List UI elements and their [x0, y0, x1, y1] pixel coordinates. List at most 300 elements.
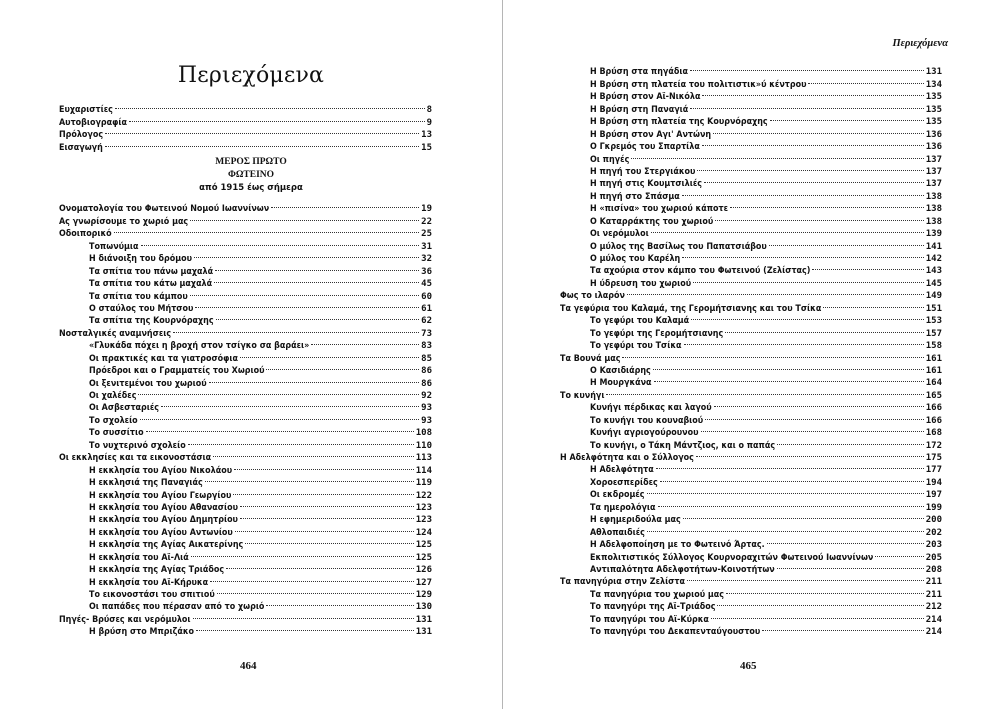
toc-entry-page: 153 — [925, 316, 942, 327]
toc-entry-title: Οι πρακτικές και τα γιατροσόφια — [89, 353, 238, 364]
toc-entry-page: 113 — [415, 453, 432, 464]
toc-entry-title: Το κυνήγι του κουναβιού — [590, 415, 704, 426]
dot-leader — [114, 224, 419, 236]
toc-entry-page: 60 — [421, 291, 432, 302]
dot-leader — [683, 510, 924, 522]
toc-entry[interactable] — [59, 535, 432, 551]
dot-leader — [271, 199, 419, 211]
toc-entry[interactable] — [59, 261, 432, 277]
dot-leader — [647, 485, 924, 497]
dot-leader — [684, 336, 924, 348]
toc-entry[interactable] — [59, 560, 432, 576]
part-heading: ΜΕΡΟΣ ΠΡΩΤΟ — [215, 157, 287, 167]
dot-leader — [777, 435, 924, 447]
dot-leader — [234, 460, 414, 472]
dot-leader — [209, 373, 420, 385]
toc-entry-title: Οι εκκλησίες και τα εικονοστάσια — [59, 453, 212, 464]
toc-entry-page: 110 — [415, 440, 432, 451]
toc-entry[interactable] — [560, 112, 942, 128]
toc-entry-title: Ας γνωρίσουμε το χωριό μας — [59, 216, 189, 227]
toc-entry[interactable] — [560, 597, 942, 613]
page-number: 464 — [240, 660, 257, 672]
toc-entry-title: Η ύδρευση του χωριού — [590, 278, 692, 289]
toc-entry-title: Κυνήγι αγριογούρουνου — [590, 428, 699, 439]
toc-entry-title: Το γεφύρι της Γερομήτσιανης — [590, 328, 724, 339]
toc-entry-title: Η Αδελφότητα και ο Σύλλογος — [560, 453, 694, 463]
toc-entry[interactable] — [59, 336, 432, 352]
toc-entry[interactable] — [560, 510, 942, 526]
toc-entry[interactable] — [59, 236, 432, 252]
toc-entry[interactable] — [59, 323, 432, 339]
toc-entry-title: Η Αδελφοποίηση με το Φωτεινό Άρτας. — [590, 540, 765, 551]
dot-leader — [129, 112, 425, 124]
toc-entry-title: Οι χαλέδες — [89, 391, 137, 401]
toc-entry-title: Ο μύλος του Καρέλη — [590, 254, 681, 264]
page-number: 465 — [740, 660, 757, 672]
toc-entry[interactable] — [560, 560, 942, 575]
toc-entry-title: Η πηγή του Στεργιάκου — [590, 166, 696, 177]
dot-leader — [226, 560, 414, 572]
toc-entry-title: Η πηγή στο Σπάσμα — [590, 191, 680, 202]
toc-entry[interactable] — [59, 448, 432, 464]
toc-entry-page: 129 — [415, 590, 432, 600]
toc-entry[interactable] — [560, 224, 942, 240]
toc-entry[interactable] — [59, 348, 432, 364]
toc-entry-title: Οι ξενιτεμένοι του χωριού — [89, 378, 207, 389]
toc-entry-page: 151 — [925, 303, 942, 314]
toc-entry-page: 211 — [925, 577, 942, 588]
toc-entry[interactable] — [560, 460, 942, 476]
toc-entry[interactable] — [560, 448, 942, 463]
toc-entry-title: Η εφημεριδούλα μας — [590, 515, 681, 526]
toc-entry-page: 139 — [925, 229, 942, 240]
dot-leader — [141, 236, 420, 248]
toc-entry-title: Η εκκλησία του Αγίου Αθανασίου — [89, 502, 239, 513]
toc-entry-title: Χοροεσπερίδες — [590, 477, 658, 488]
toc-entry-title: Ο σταύλος του Μήτσου — [89, 303, 194, 314]
dot-leader — [762, 622, 923, 634]
toc-entry-title: Αθλοπαιδιές — [590, 527, 645, 538]
toc-entry-page: 127 — [415, 577, 432, 588]
toc-entry-page: 131 — [415, 614, 432, 625]
toc-entry[interactable] — [59, 311, 432, 327]
toc-entry-title: Η εκκλησία του Αγίου Δημητρίου — [89, 515, 238, 526]
toc-entry-page: 175 — [925, 453, 942, 463]
toc-entry-title: Η Μουργκάνα — [590, 378, 652, 389]
toc-entry[interactable] — [59, 386, 432, 401]
toc-entry-title: Η Αδελφότητα — [590, 465, 654, 476]
toc-entry-page: 136 — [925, 129, 942, 140]
toc-entry[interactable] — [560, 622, 942, 638]
toc-entry[interactable] — [560, 497, 942, 513]
toc-entry-title: Το σχολείο — [89, 415, 138, 426]
toc-entry[interactable] — [560, 174, 942, 190]
toc-entry-page: 158 — [925, 341, 942, 352]
toc-entry-page: 135 — [925, 104, 942, 115]
toc-entry-title: Πρόλογος — [59, 130, 104, 141]
toc-entry[interactable] — [560, 348, 942, 364]
toc-list-left — [59, 199, 432, 638]
toc-entry[interactable] — [560, 410, 942, 426]
toc-entry-page: 214 — [925, 627, 942, 638]
toc-entry[interactable] — [560, 124, 942, 140]
toc-entry-title: Κυνήγι πέρδικας και λαγού — [590, 403, 712, 414]
toc-entry-title: Τα Βουνά μας — [560, 353, 621, 364]
dot-leader — [240, 498, 414, 510]
toc-entry[interactable] — [560, 535, 942, 551]
dot-leader — [213, 448, 414, 460]
toc-entry-page: 161 — [925, 365, 942, 376]
toc-entry-page: 123 — [415, 502, 432, 513]
toc-entry-title: Τα ημερολόγια — [590, 502, 656, 513]
dot-leader — [217, 585, 414, 597]
dot-leader — [691, 311, 924, 323]
dot-leader — [622, 348, 923, 360]
running-head: Περιεχόμενα — [892, 38, 948, 49]
toc-entry[interactable] — [59, 286, 432, 302]
dot-leader — [656, 460, 924, 472]
toc-entry[interactable] — [560, 361, 942, 376]
toc-entry-page: 135 — [925, 117, 942, 128]
dot-leader — [193, 609, 414, 621]
toc-entry-page: 119 — [415, 478, 432, 489]
dot-leader — [138, 386, 419, 398]
toc-entry[interactable] — [560, 472, 942, 488]
toc-entry-title: Η Βρύση στα πηγάδια — [590, 67, 688, 78]
toc-entry-title: Αυτοβιογραφία — [59, 117, 127, 128]
toc-entry[interactable] — [59, 473, 432, 489]
toc-entry-title: Τα σπίτια του πάνω μαχαλά — [89, 266, 214, 277]
toc-entry-page: 136 — [925, 142, 942, 153]
dot-leader — [245, 535, 413, 547]
toc-entry-title: Η «πισίνα» του χωριού κάποτε — [590, 204, 729, 215]
toc-entry-page: 131 — [925, 67, 942, 78]
front-matter-list — [59, 100, 432, 153]
toc-entry-title: Το πανηγύρι του Δεκαπενταύγουστου — [590, 627, 761, 638]
part-subheading: ΦΩΤΕΙΝΟ — [227, 170, 275, 180]
toc-entry[interactable] — [59, 299, 432, 314]
toc-entry-page: 93 — [421, 415, 432, 426]
toc-entry[interactable] — [560, 211, 942, 227]
toc-entry[interactable] — [560, 398, 942, 414]
toc-entry-title: Ο Γκρεμός του Σπαρτίλα — [590, 142, 700, 153]
dot-leader — [725, 323, 924, 335]
toc-entry[interactable] — [59, 609, 432, 625]
toc-entry-page: 137 — [925, 179, 942, 190]
toc-entry[interactable] — [59, 572, 432, 588]
toc-entry-title: Η εκκλησία του Αγίου Αντωνίου — [89, 527, 233, 538]
toc-entry-title: Φως το ιλαρόν — [560, 291, 625, 302]
toc-entry-page: 137 — [925, 166, 942, 177]
toc-entry[interactable] — [59, 137, 432, 153]
toc-entry-title: Το πανηγύρι του Αϊ-Κύρκα — [590, 614, 709, 625]
toc-entry-title: Οι παπάδες που πέρασαν από το χωριό — [89, 602, 265, 613]
dot-leader — [697, 162, 923, 174]
toc-entry[interactable] — [59, 211, 432, 227]
toc-entry[interactable] — [59, 112, 432, 128]
toc-entry[interactable] — [560, 99, 942, 115]
dot-leader — [105, 125, 419, 137]
toc-entry-page: 166 — [925, 415, 942, 426]
toc-entry-title: Τα σπίτια του κάτω μαχαλά — [89, 279, 213, 290]
dot-leader — [627, 286, 924, 298]
toc-entry-title: Η εκκλησία του Αγίου Νικολάου — [89, 465, 233, 476]
toc-entry[interactable] — [59, 622, 432, 638]
toc-entry[interactable] — [560, 435, 942, 451]
toc-entry-page: 202 — [925, 527, 942, 538]
toc-entry-title: Η εκκλησιά της Παναγιάς — [89, 478, 203, 489]
toc-entry[interactable] — [59, 373, 432, 389]
toc-entry-title: Η πηγή στις Κουμτσιλιές — [590, 179, 703, 190]
toc-entry[interactable] — [59, 199, 432, 215]
toc-entry[interactable] — [560, 547, 942, 563]
toc-entry-page: 208 — [925, 564, 942, 575]
toc-entry-page: 114 — [415, 465, 432, 476]
toc-entry-title: Τα γεφύρια του Καλαμά, της Γερομήτσιανης και του Τσίκα — [560, 303, 822, 314]
toc-entry-title: Η Βρύση στη Παναγιά — [590, 104, 689, 115]
toc-entry-page: 161 — [925, 353, 942, 364]
dot-leader — [266, 597, 413, 609]
toc-entry[interactable] — [560, 298, 942, 314]
toc-entry[interactable] — [560, 609, 942, 625]
toc-entry-title: Το συσσίτιο — [89, 428, 144, 439]
dot-leader — [714, 398, 924, 410]
toc-entry[interactable] — [59, 460, 432, 476]
toc-entry-title: Τα πανηγύρια του χωριού μας — [590, 589, 724, 600]
toc-entry-page: 15 — [421, 142, 432, 153]
dot-leader — [115, 100, 425, 112]
toc-entry[interactable] — [560, 186, 942, 202]
toc-entry-title: Τα σπίτια του κάμπου — [89, 291, 188, 302]
toc-entry-page: 126 — [415, 565, 432, 576]
toc-entry[interactable] — [59, 100, 432, 116]
toc-entry-page: 85 — [421, 353, 432, 364]
toc-entry-title: Το εικονοστάσι του σπιτιού — [89, 590, 215, 600]
dot-leader — [606, 385, 923, 397]
toc-entry[interactable] — [560, 423, 942, 439]
toc-entry-page: 200 — [925, 515, 942, 526]
dot-leader — [214, 274, 419, 286]
toc-entry[interactable] — [59, 485, 432, 501]
toc-entry-title: Η Βρύση στη πλατεία του πολιτιστικ»ύ κέντρου — [590, 79, 807, 90]
toc-entry-title: Η εκκλησία της Αγίας Αικατερίνης — [89, 540, 244, 551]
toc-entry-title: Το κυνήγι — [560, 390, 605, 401]
toc-entry[interactable] — [59, 435, 432, 451]
toc-entry[interactable] — [59, 585, 432, 600]
toc-entry-page: 212 — [925, 602, 942, 613]
dot-leader — [191, 547, 414, 559]
toc-entry-title: Το κυνήγι, ο Τάκη Μάντζιος, και ο παπάς — [590, 440, 776, 451]
toc-entry[interactable] — [59, 274, 432, 290]
toc-entry-page: 203 — [925, 540, 942, 551]
toc-entry-page: 36 — [421, 266, 432, 277]
dot-leader — [188, 435, 414, 447]
toc-entry[interactable] — [560, 373, 942, 389]
toc-entry-page: 134 — [925, 79, 942, 90]
dot-leader — [705, 410, 924, 422]
toc-entry-page: 61 — [421, 303, 432, 314]
toc-entry-page: 125 — [415, 540, 432, 551]
toc-entry-page: 130 — [415, 602, 432, 613]
toc-entry[interactable] — [59, 410, 432, 426]
toc-entry[interactable] — [59, 498, 432, 513]
toc-entry[interactable] — [59, 224, 432, 240]
toc-entry-page: 124 — [415, 527, 432, 538]
toc-entry-title: Ο Καταρράκτης του χωριού — [590, 216, 714, 227]
toc-entry-page: 92 — [421, 391, 432, 401]
toc-entry[interactable] — [560, 572, 942, 588]
toc-entry-page: 199 — [925, 502, 942, 513]
toc-entry[interactable] — [560, 199, 942, 215]
toc-entry-title: Η βρύση στο Μπριζάκο — [89, 627, 195, 638]
toc-entry[interactable] — [560, 149, 942, 165]
toc-entry-page: 211 — [925, 589, 942, 600]
toc-entry-title: Ευχαριστίες — [59, 105, 113, 116]
dot-leader — [770, 112, 924, 124]
dot-leader — [266, 361, 419, 373]
page-title: Περιεχόμενα — [177, 63, 325, 88]
toc-entry-page: 86 — [421, 366, 432, 377]
toc-entry-page: 62 — [421, 316, 432, 327]
toc-entry-title: Η Βρύση στον Αϊ-Νικόλα — [590, 92, 701, 103]
dot-leader — [696, 448, 924, 460]
dot-leader — [140, 410, 419, 422]
toc-entry[interactable] — [560, 162, 942, 177]
toc-entry[interactable] — [560, 261, 942, 277]
dot-leader — [210, 572, 414, 584]
toc-entry[interactable] — [560, 236, 942, 252]
toc-entry-page: 138 — [925, 191, 942, 202]
toc-entry[interactable] — [59, 125, 432, 141]
toc-entry[interactable] — [59, 361, 432, 377]
toc-entry-page: 165 — [925, 390, 942, 401]
part-dates: από 1915 έως σήμερα — [199, 183, 303, 193]
toc-entry-title: Η Βρύση στη πλατεία της Κουρνόραχης — [590, 117, 768, 128]
dot-leader — [823, 298, 923, 310]
toc-entry-page: 131 — [415, 627, 432, 638]
toc-entry-page: 45 — [421, 279, 432, 290]
toc-entry[interactable] — [560, 62, 942, 78]
toc-entry-page: 142 — [925, 254, 942, 264]
toc-entry[interactable] — [59, 398, 432, 414]
toc-entry-title: Η εκκλησία του Αϊ-Κήρυκα — [89, 577, 209, 588]
dot-leader — [195, 299, 419, 311]
toc-entry[interactable] — [59, 510, 432, 526]
dot-leader — [311, 336, 419, 348]
toc-entry[interactable] — [560, 249, 942, 264]
toc-entry[interactable] — [560, 311, 942, 327]
toc-entry-title: Οι εκδρομές — [590, 490, 645, 501]
toc-entry[interactable] — [59, 547, 432, 563]
toc-entry-title: Η εκκλησία του Αγίου Γεωργίου — [89, 490, 232, 501]
toc-entry-page: 141 — [925, 241, 942, 252]
toc-entry[interactable] — [560, 286, 942, 302]
toc-entry-title: Το νυχτερινό σχολείο — [89, 440, 186, 451]
toc-entry[interactable] — [560, 584, 942, 600]
dot-leader — [717, 597, 923, 609]
toc-entry-page: 135 — [925, 92, 942, 103]
toc-entry-page: 197 — [925, 490, 942, 501]
dot-leader — [701, 423, 924, 435]
toc-entry[interactable] — [560, 323, 942, 339]
toc-entry[interactable] — [560, 336, 942, 352]
dot-leader — [658, 497, 924, 509]
toc-entry-title: Το πανηγύρι της Αϊ-Τριάδος — [590, 602, 716, 613]
toc-entry-page: 143 — [925, 266, 942, 277]
dot-leader — [704, 174, 924, 186]
dot-leader — [730, 199, 924, 211]
toc-entry[interactable] — [59, 522, 432, 538]
toc-entry-page: 137 — [925, 154, 942, 165]
toc-entry-page: 93 — [421, 403, 432, 414]
toc-entry-title: Ο Κασιδιάρης — [590, 365, 651, 376]
dot-leader — [647, 522, 924, 534]
dot-leader — [651, 224, 924, 236]
toc-entry-page: 194 — [925, 477, 942, 488]
toc-entry[interactable] — [560, 137, 942, 153]
toc-entry-page: 123 — [415, 515, 432, 526]
toc-entry[interactable] — [59, 249, 432, 265]
toc-entry-page: 166 — [925, 403, 942, 414]
dot-leader — [216, 311, 420, 323]
toc-entry-page: 172 — [925, 440, 942, 451]
toc-entry[interactable] — [560, 485, 942, 501]
toc-entry-page: 13 — [421, 130, 432, 141]
dot-leader — [715, 211, 923, 223]
dot-leader — [631, 149, 923, 161]
toc-entry-title: Ονοματολογία του Φωτεινού Νομού Ιωαννίνων — [59, 204, 270, 215]
toc-entry-title: Αντιπαλότητα Αδελφοτήτων-Κοινοτήτων — [590, 564, 775, 575]
dot-leader — [690, 99, 923, 111]
toc-entry[interactable] — [560, 74, 942, 90]
toc-entry-page: 168 — [925, 428, 942, 439]
dot-leader — [653, 361, 924, 373]
dot-leader — [713, 124, 924, 136]
toc-entry-title: Η διάνοιξη του δρόμου — [89, 254, 192, 265]
toc-entry-title: «Γλυκάδα πόχει η βροχή στον τσίγκο σα βαράει» — [89, 341, 310, 352]
dot-leader — [693, 273, 924, 285]
toc-entry-page: 138 — [925, 216, 942, 227]
toc-entry[interactable] — [59, 423, 432, 439]
toc-entry[interactable] — [59, 597, 432, 613]
toc-entry-page: 73 — [421, 328, 432, 339]
dot-leader — [146, 423, 414, 435]
toc-entry[interactable] — [560, 385, 942, 401]
dot-leader — [190, 211, 419, 223]
toc-entry-title: Οι πηγές — [590, 154, 630, 165]
toc-entry-page: 25 — [421, 229, 432, 240]
dot-leader — [812, 261, 923, 273]
toc-entry-title: Ο μύλος της Βασίλως του Παπατσιάβου — [590, 241, 767, 252]
toc-entry-title: Πηγές- Βρύσες και νερόμυλοι — [59, 614, 191, 625]
dot-leader — [690, 62, 924, 74]
toc-entry-page: 164 — [925, 378, 942, 389]
toc-entry[interactable] — [560, 522, 942, 538]
toc-entry-page: 32 — [421, 254, 432, 265]
toc-entry-page: 19 — [421, 204, 432, 215]
toc-entry-title: Η εκκλησία του Αϊ-Λιά — [89, 552, 189, 563]
dot-leader — [702, 87, 923, 99]
toc-entry[interactable] — [560, 273, 942, 289]
dot-leader — [194, 249, 419, 261]
dot-leader — [205, 473, 414, 485]
toc-entry-title: Τα πανηγύρια στην Ζελίστα — [560, 577, 685, 588]
toc-entry-title: Πρόεδροι και ο Γραμματείς του Χωριού — [89, 366, 265, 377]
dot-leader — [808, 74, 923, 86]
dot-leader — [233, 485, 413, 497]
toc-entry[interactable] — [560, 87, 942, 103]
toc-entry-page: 214 — [925, 614, 942, 625]
